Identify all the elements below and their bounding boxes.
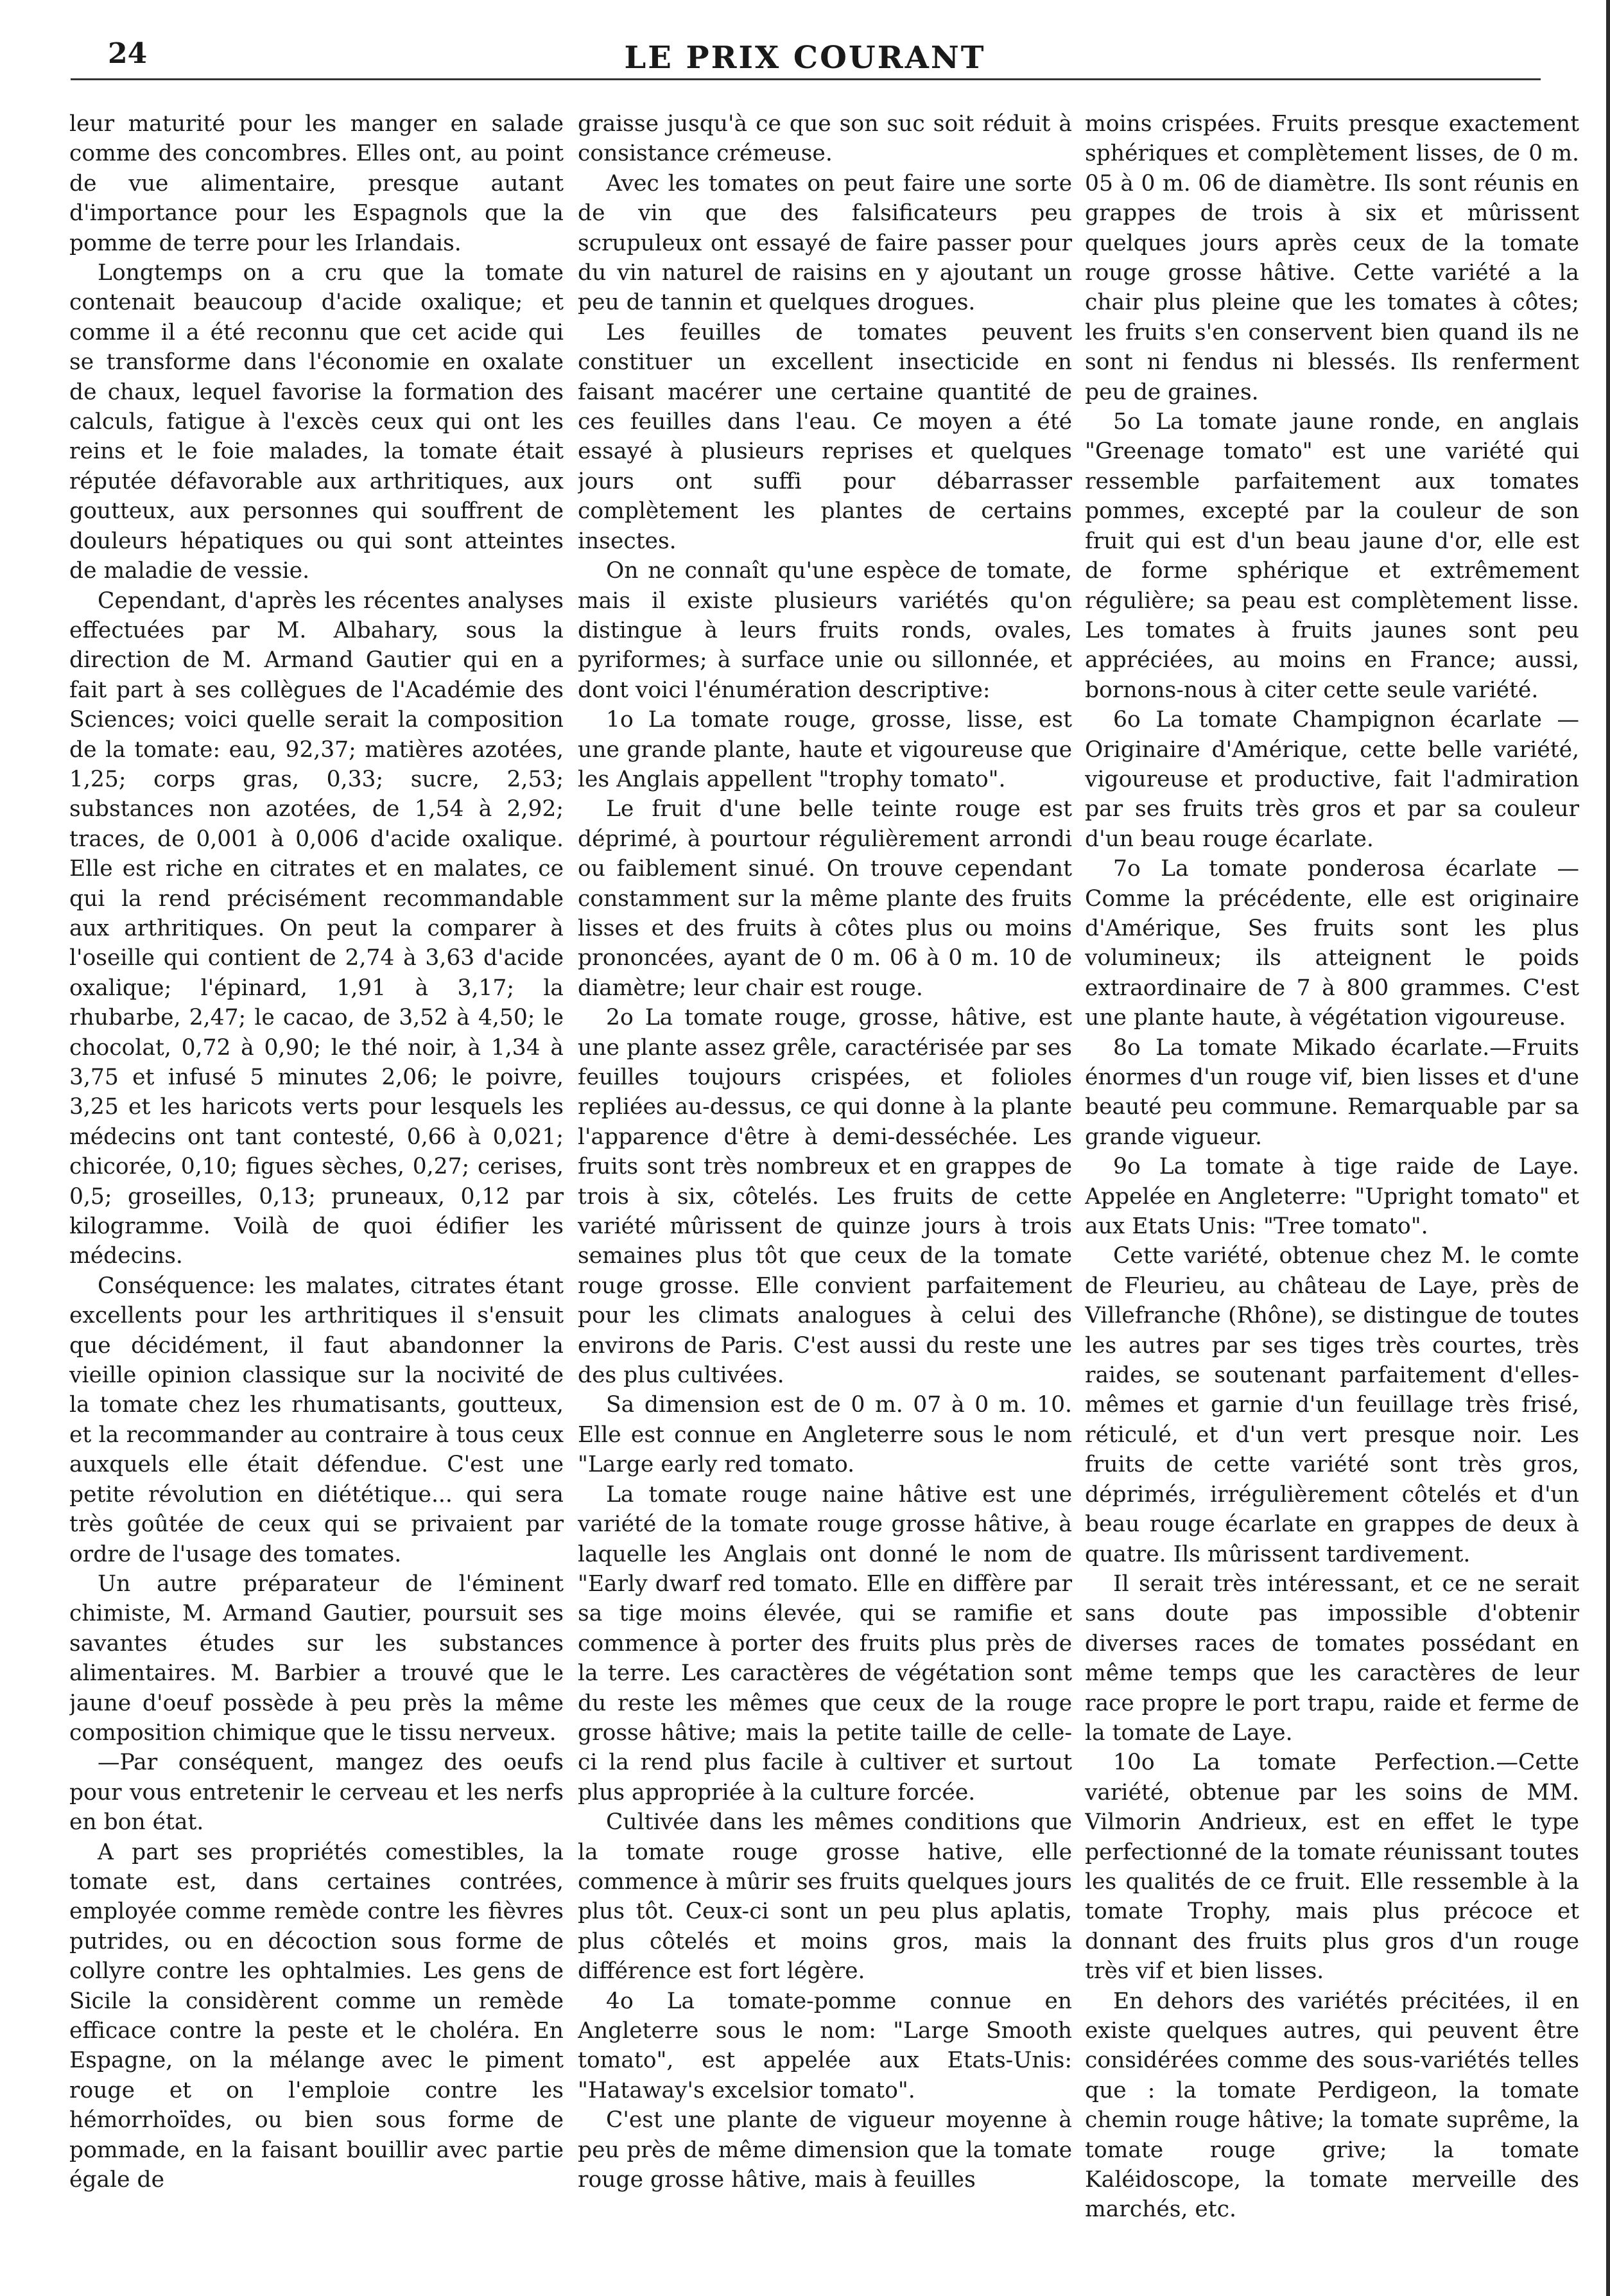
paragraph: La tomate rouge naine hâtive est une variété de la tomate rouge grosse hâtive, à laquelle les Anglais ont donné le nom de "Early dwarf red tomato. Elle en diffère par sa tige moins élevée, qui se ramifie et commence à porter des fruits plus près de la terre. Les caractères de végétation sont du reste les mêmes que ceux de la rouge grosse hâtive; mais la petite taille de celle-ci la rend plus facile à cultiver et surtout plus appropriée à la culture forcée. xyxy=(578,1481,1072,1805)
paragraph: 10o La tomate Perfection.—Cette variété, obtenue par les soins de MM. Vilmorin Andrieux, est en effet le type perfectionné de la tomate réunissant toutes les qualités de ce fruit. Elle ressemble à la tomate Trophy, mais plus précoce et donnant des fruits plus gros d'un rouge très vif et bien lisses. xyxy=(1085,1750,1579,1985)
paragraph: C'est une plante de vigueur moyenne à peu près de même dimension que la tomate rouge grosse hâtive, mais à feuilles xyxy=(578,2107,1072,2193)
paragraph: 8o La tomate Mikado écarlate.—Fruits énormes d'un rouge vif, bien lisses et d'une beauté peu commune. Remarquable par sa grande vigueur. xyxy=(1085,1034,1579,1150)
column-2 xyxy=(578,109,1072,2279)
paragraph: Cette variété, obtenue chez M. le comte de Fleurieu, au château de Laye, près de Villefranche (Rhône), se distingue de toutes les autres par ses tiges très courtes, très raides, se soutenant parfaitement d'elles-mêmes et garnie d'un feuillage très frisé, réticulé, et d'un vert presque noir. Les fruits de cette variété sont très gros, déprimés, irrégulièrement côtelés et d'un beau rouge écarlate en grappes de deux à quatre. Ils mûrissent tardivement. xyxy=(1085,1243,1579,1567)
paragraph: 7o La tomate ponderosa écarlate — Comme la précédente, elle est originaire d'Amérique, Ses fruits sont les plus volumineux; ils atteignent le poids extraordinaire de 7 à 800 grammes. C'est une plante haute, à végétation vigoureuse. xyxy=(1085,856,1579,1031)
column-1 xyxy=(69,109,564,2279)
paragraph: Il serait très intéressant, et ce ne serait sans doute pas impossible d'obtenir diverses races de tomates possédant en même temps que les caractères de leur race propre le port trapu, raide et ferme de la tomate de Laye. xyxy=(1085,1570,1579,1746)
paragraph: 4o La tomate-pomme connue en Angleterre sous le nom: "Large Smooth tomato", est appelée aux Etats-Unis: "Hataway's excelsior tomato". xyxy=(578,1988,1072,2103)
paragraph: 6o La tomate Champignon écarlate — Originaire d'Amérique, cette belle variété, vigoureuse et productive, fait l'admiration par ses fruits très gros et par sa couleur d'un beau rouge écarlate. xyxy=(1085,707,1579,852)
paragraph: A part ses propriétés comestibles, la tomate est, dans certaines contrées, employée comme remède contre les fièvres putrides, ou en décoction sous forme de collyre contre les ophtalmies. Les gens de Sicile la considèrent comme un remède efficace contre la peste et le choléra. En Espagne, on la mélange avec le piment rouge et on l'emploie contre les hémorrhoïdes, ou bien sous forme de pommade, en la faisant bouillir avec partie égale de xyxy=(69,1839,564,2193)
header-rule xyxy=(71,78,1541,80)
paragraph: graisse jusqu'à ce que son suc soit réduit à consistance crémeuse. xyxy=(578,111,1072,167)
paragraph: —Par conséquent, mangez des oeufs pour vous entretenir le cerveau et les nerfs en bon état. xyxy=(69,1750,564,1836)
paragraph: On ne connaît qu'une espèce de tomate, mais il existe plusieurs variétés qu'on distingue à leurs fruits ronds, ovales, pyriformes; à surface unie ou sillonnée, et dont voici l'énumération descriptive: xyxy=(578,558,1072,703)
paragraph: 2o La tomate rouge, grosse, hâtive, est une plante assez grêle, caractérisée par ses feuilles toujours crispées, et folioles repliées au-dessus, ce qui donne à la plante l'apparence d'être à demi-desséchée. Les fruits sont très nombreux et en grappes de trois à six, côtelés. Les fruits de cette variété mûrissent de quinze jours à trois semaines plus tôt que ceux de la tomate rouge grosse. Elle convient parfaitement pour les climats analogues à celui des environs de Paris. C'est aussi du reste une des plus cultivées. xyxy=(578,1005,1072,1389)
paragraph: 9o La tomate à tige raide de Laye. Appelée en Angleterre: "Upright tomato" et aux Etats Unis: "Tree tomato". xyxy=(1085,1154,1579,1240)
paragraph: Avec les tomates on peut faire une sorte de vin que des falsificateurs peu scrupuleux ont essayé de faire passer pour du vin naturel de raisins en y ajoutant un peu de tannin et quelques drogues. xyxy=(578,170,1072,316)
paragraph: Longtemps on a cru que la tomate contenait beaucoup d'acide oxalique; et comme il a été reconnu que cet acide qui se transforme dans l'économie en oxalate de chaux, lequel favorise la formation des calculs, fatigue à l'excès ceux qui ont les reins et le foie malades, la tomate était réputée défavorable aux arthritiques, aux goutteux, aux personnes qui souffrent de douleurs hépatiques ou qui sont atteintes de maladie de vessie. xyxy=(69,260,564,584)
paragraph: Cependant, d'après les récentes analyses effectuées par M. Albahary, sous la direction de M. Armand Gautier qui en a fait part à ses collègues de l'Académie des Sciences; voici quelle serait la composition de la tomate: eau, 92,37; matières azotées, 1,25; corps gras, 0,33; sucre, 2,53; substances non azotées, de 1,54 à 2,92; traces, de 0,001 à 0,006 d'acide oxalique. Elle est riche en citrates et en malates, ce qui la rend précisément recommandable aux arthritiques. On peut la comparer à l'oseille qui contient de 2,74 à 3,63 d'acide oxalique; l'épinard, 1,91 à 3,17; la rhubarbe, 2,47; le cacao, de 3,52 à 4,50; le chocolat, 0,72 à 0,90; le thé noir, à 1,34 à 3,75 et infusé 5 minutes 2,06; le poivre, 3,25 et les haricots verts pour lesquels les médecins ont tant contesté, 0,66 à 0,021; chicorée, 0,10; figues sèches, 0,27; cerises, 0,5; groseilles, 0,13; pruneaux, 0,12 par kilogramme. Voilà de quoi édifier les médecins. xyxy=(69,587,564,1269)
paragraph: moins crispées. Fruits presque exactement sphériques et complètement lisses, de 0 m. 05 à 0 m. 06 de diamètre. Ils sont réunis en grappes de trois à six et mûrissent quelques jours après ceux de la tomate rouge grosse hâtive. Cette variété a la chair plus pleine que les tomates à côtes; les fruits s'en conservent bien quand ils ne sont ni fendus ni blessés. Ils renferment peu de graines. xyxy=(1085,111,1579,405)
paragraph: leur maturité pour les manger en salade comme des concombres. Elles ont, au point de vue alimentaire, presque autant d'importance pour les Espagnols que la pomme de terre pour les Irlandais. xyxy=(69,111,564,256)
paragraph: Les feuilles de tomates peuvent constituer un excellent insecticide en faisant macérer une certaine quantité de ces feuilles dans l'eau. Ce moyen a été essayé à plusieurs reprises et quelques jours ont suffi pour débarrasser complètement les plantes de certains insectes. xyxy=(578,319,1072,554)
paragraph: Un autre préparateur de l'éminent chimiste, M. Armand Gautier, poursuit ses savantes études sur les substances alimentaires. M. Barbier a trouvé que le jaune d'oeuf possède à peu près la même composition chimique que le tissu nerveux. xyxy=(69,1570,564,1746)
journal-title: LE PRIX COURANT xyxy=(624,40,986,76)
paragraph: 1o La tomate rouge, grosse, lisse, est une grande plante, haute et vigoureuse que les Anglais appellent "trophy tomato". xyxy=(578,707,1072,792)
paragraph: Conséquence: les malates, citrates étant excellents pour les arthritiques il s'ensuit que décidément, il faut abandonner la vieille opinion classique sur la nocivité de la tomate chez les rhumatisants, goutteux, et la recommander au contraire à tous ceux auxquels elle était défendue. C'est une petite révolution en diététique... qui sera très goûtée de ceux qui se privaient par ordre de l'usage des tomates. xyxy=(69,1273,564,1567)
paragraph: 5o La tomate jaune ronde, en anglais "Greenage tomato" est une variété qui ressemble parfaitement aux tomates pommes, excepté par la couleur de son fruit qui est d'un beau jaune d'or, elle est de forme sphérique et extrêmement régulière; sa peau est complètement lisse. Les tomates à fruits jaunes sont peu appréciées, au moins en France; aussi, bornons-nous à citer cette seule variété. xyxy=(1085,409,1579,703)
paragraph: Cultivée dans les mêmes conditions que la tomate rouge grosse hative, elle commence à mûrir ses fruits quelques jours plus tôt. Ceux-ci sont un peu plus aplatis, plus côtelés et moins gros, mais la différence est fort légère. xyxy=(578,1809,1072,1985)
column-3 xyxy=(1085,109,1579,2279)
scan-edge xyxy=(1606,0,1610,2296)
paragraph: Le fruit d'une belle teinte rouge est déprimé, à pourtour régulièrement arrondi ou faiblement sinué. On trouve cependant constamment sur la même plante des fruits lisses et des fruits à côtes plus ou moins prononcées, ayant de 0 m. 06 à 0 m. 10 de diamètre; leur chair est rouge. xyxy=(578,796,1072,1001)
page-number: 24 xyxy=(108,37,148,70)
paragraph: Sa dimension est de 0 m. 07 à 0 m. 10. Elle est connue en Angleterre sous le nom "Large early red tomato. xyxy=(578,1392,1072,1478)
paragraph: En dehors des variétés précitées, il en existe quelques autres, qui peuvent être considérées comme des sous-variétés telles que : la tomate Perdigeon, la tomate chemin rouge hâtive; la tomate suprême, la tomate rouge grive; la tomate Kaléidoscope, la tomate merveille des marchés, etc. xyxy=(1085,1988,1579,2223)
